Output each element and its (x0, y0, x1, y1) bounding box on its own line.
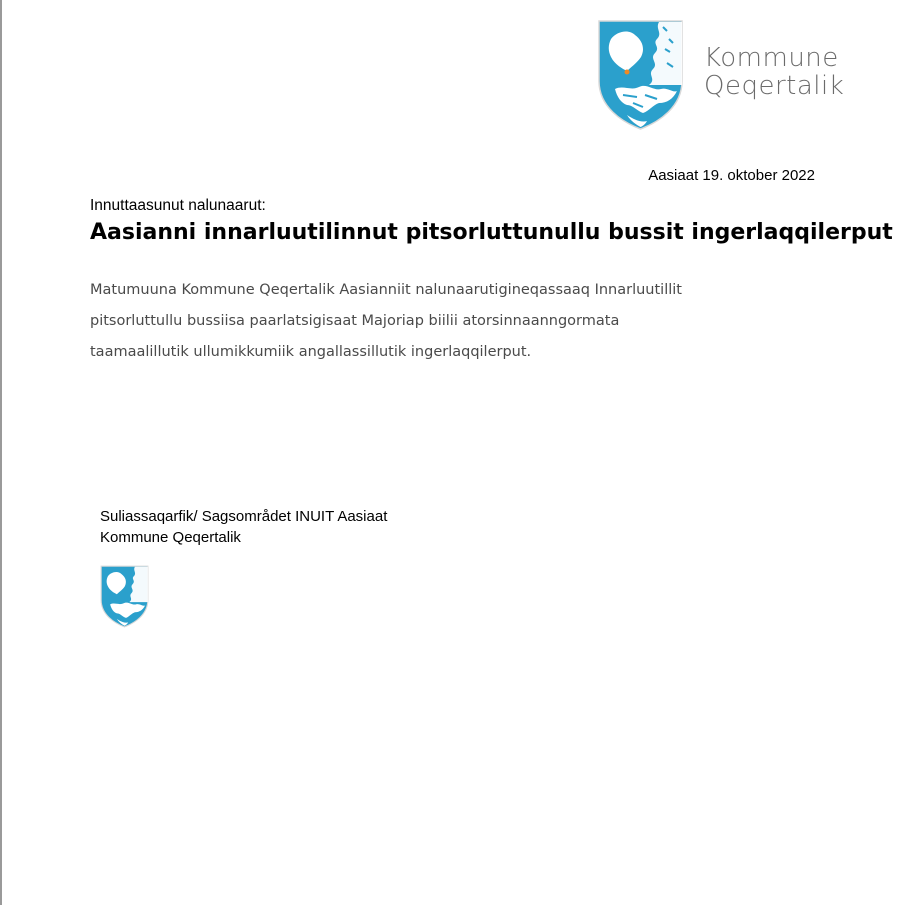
announcement-body (90, 275, 790, 368)
announcement-headline: Aasianni innarluutilinnut pitsorluttunullu bussit ingerlaqqilerput (90, 220, 893, 245)
wordmark-line1: Kommune (704, 43, 839, 73)
body-line: Matumuuna Kommune Qeqertalik Aasianniit nalunaarutigineqassaaq Innarluutillit (90, 282, 682, 298)
coat-of-arms-logo (597, 19, 684, 131)
announcement-kicker: Innuttaasunut nalunaarut: (90, 197, 266, 214)
signature-block (100, 506, 387, 548)
document-date: Aasiaat 19. oktober 2022 (648, 167, 815, 184)
page-left-border (0, 0, 2, 905)
signature-municipality: Kommune Qeqertalik (100, 529, 241, 546)
body-line: taamaalillutik ullumikkumiik angallassillutik ingerlaqqilerput. (90, 344, 532, 360)
signature-department: Suliassaqarfik/ Sagsområdet INUIT Aasiaat (100, 508, 388, 525)
wordmark-line2: Qeqertalik (704, 71, 845, 101)
body-line: pitsorluttullu bussiisa paarlatsigisaat Majoriap biilii atorsinnaanngormata (90, 313, 620, 329)
municipality-wordmark (704, 44, 844, 100)
coat-of-arms-small-logo (99, 565, 150, 628)
